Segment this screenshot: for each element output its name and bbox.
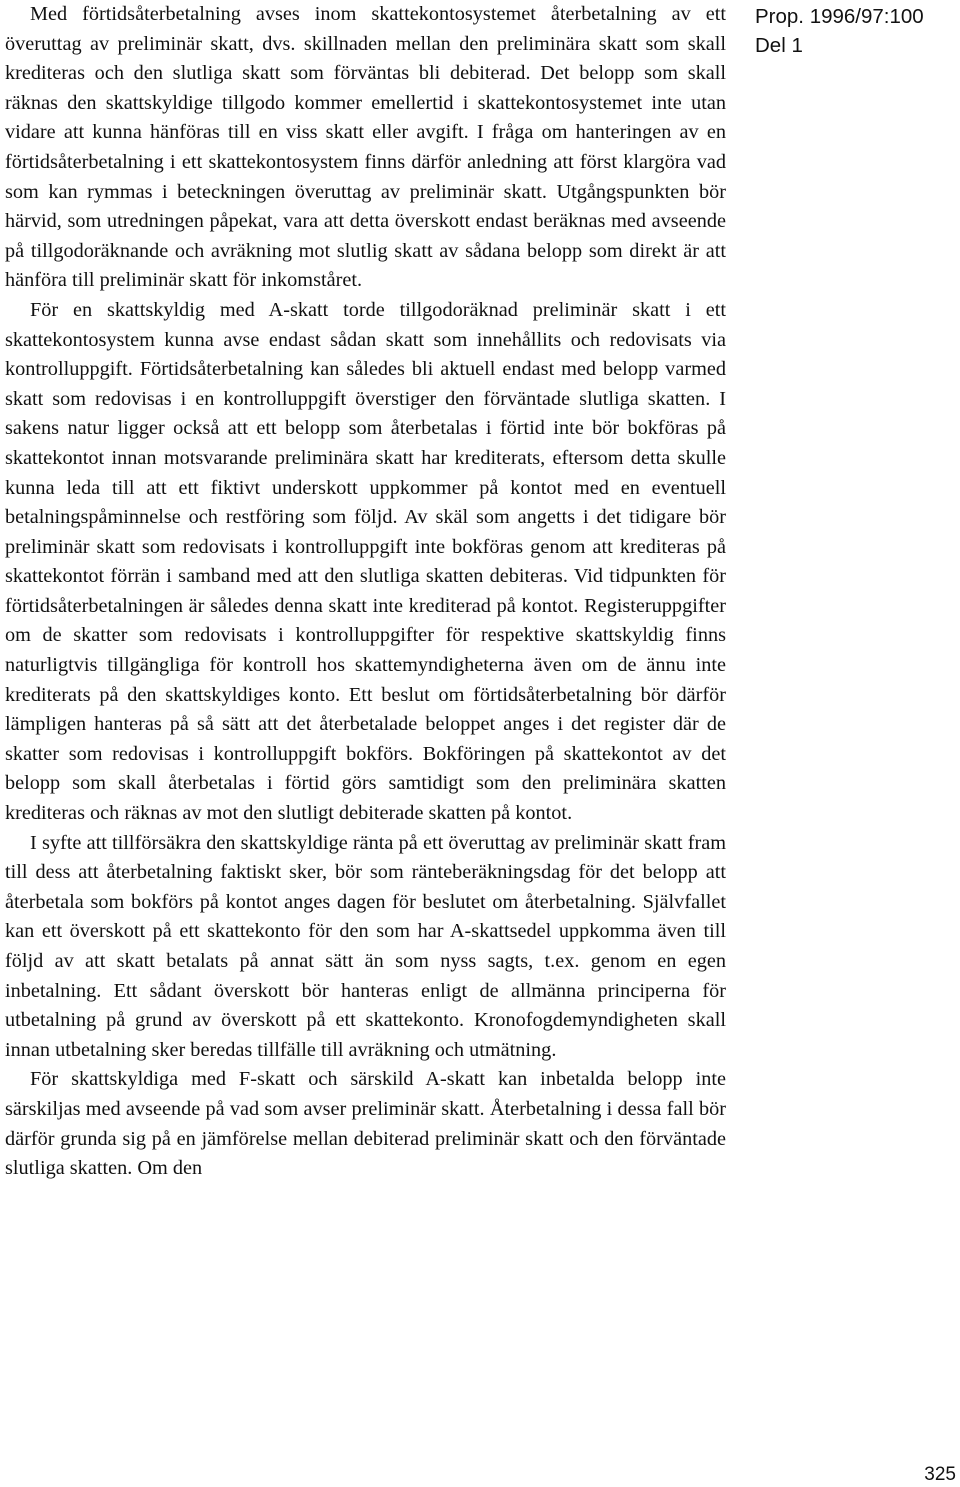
body-text <box>5 0 726 1184</box>
paragraph: I syfte att tillförsäkra den skattskyldige ränta på ett överuttag av preliminär skatt fram till dess att återbetalning faktiskt sker, bör som ränteberäkningsdag för det belopp att återbetala som bokförs på kontot anges dagen för beslutet om återbetalning. Självfallet kan ett överskott på ett skattekonto för den som har A-skattsedel uppkomma även till följd av att skatt betalats på annat sätt än som nyss sagts, t.ex. genom en egen inbetalning. Ett sådant överskott bör hanteras enligt de allmänna principerna för utbetalning på grund av överskott på ett skattekonto. Kronofogdemyndigheten skall innan utbetalning sker beredas tillfälle till avräkning och utmätning. <box>5 831 726 1061</box>
part-reference: Del 1 <box>755 34 803 57</box>
proposition-reference: Prop. 1996/97:100 <box>755 5 924 28</box>
paragraph: För skattskyldiga med F-skatt och särskild A-skatt kan inbetalda belopp inte särskiljas med avseende på vad som avser preliminär skatt. Återbetalning i dessa fall bör därför grunda sig på en jämförelse mellan debiterad preliminär skatt och den förväntade slutliga skatten. Om den <box>5 1068 726 1180</box>
paragraph: För en skattskyldig med A-skatt torde tillgodoräknad preliminär skatt i ett skattekontosystem kunna avse endast sådan skatt som innehållits och redovisats via kontrolluppgift. Förtidsåterbetalning kan således bli aktuell endast med belopp varmed skatt som redovisas i en kontrolluppgift överstiger den förväntade slutliga skatten. I sakens natur ligger också att ett belopp som återbetalas i förtid inte bör bokföras på skattekontot innan motsvarande preliminära skatt har krediterats, eftersom detta skulle kunna leda till att ett fiktivt underskott uppkommer på kontot med en eventuell betalningspåminnelse och restföring som följd. Av skäl som angetts i det tidigare bör preliminär skatt som redovisats i kontrolluppgift inte bokföras genom att krediteras på skattekontot förrän i samband med att den slutliga skatten debiteras. Vid tidpunkten för förtidsåterbetalningen är således denna skatt inte krediterad på kontot. Registeruppgifter om de skatter som redovisats i kontrolluppgifter för respektive skattskyldig finns naturligtvis tillgängliga för kontroll hos skattemyndigheterna även om de ännu inte krediterats på den skattskyldiges konto. Ett beslut om förtidsåterbetalning bör därför lämpligen hanteras på så sätt att det återbetalade beloppet anges i det register där de skatter som redovisas i kontrolluppgift bokförs. Bokföringen på skattekontot av det belopp som skall återbetalas i förtid görs samtidigt som den preliminära skatten krediteras och räknas av mot den slutligt debiterade skatten på kontot. <box>5 298 726 825</box>
paragraph: Med förtidsåterbetalning avses inom skattekontosystemet återbetalning av ett överuttag av preliminär skatt, dvs. skillnaden mellan den preliminära skatt som skall krediteras och den slutliga skatt som förväntas bli debiterad. Det belopp som skall räknas den skattskyldige tillgodo kommer emellertid i skattekontosystemet inte utan vidare att kunna hänföras till en viss skatt eller avgift. I fråga om hanteringen av en förtidsåterbetalning i ett skattekontosystem finns därför anledning att först klargöra vad som kan rymmas i beteckningen överuttag av preliminär skatt. Utgångspunkten bör härvid, som utredningen påpekat, vara att detta överskott endast beräknas med avseende på tillgodoräknande och avräkning mot slutlig skatt av sådana belopp som direkt är att hänföra till preliminär skatt för inkomståret. <box>5 3 726 292</box>
margin-reference <box>755 2 924 60</box>
page-number: 325 <box>924 1464 956 1485</box>
